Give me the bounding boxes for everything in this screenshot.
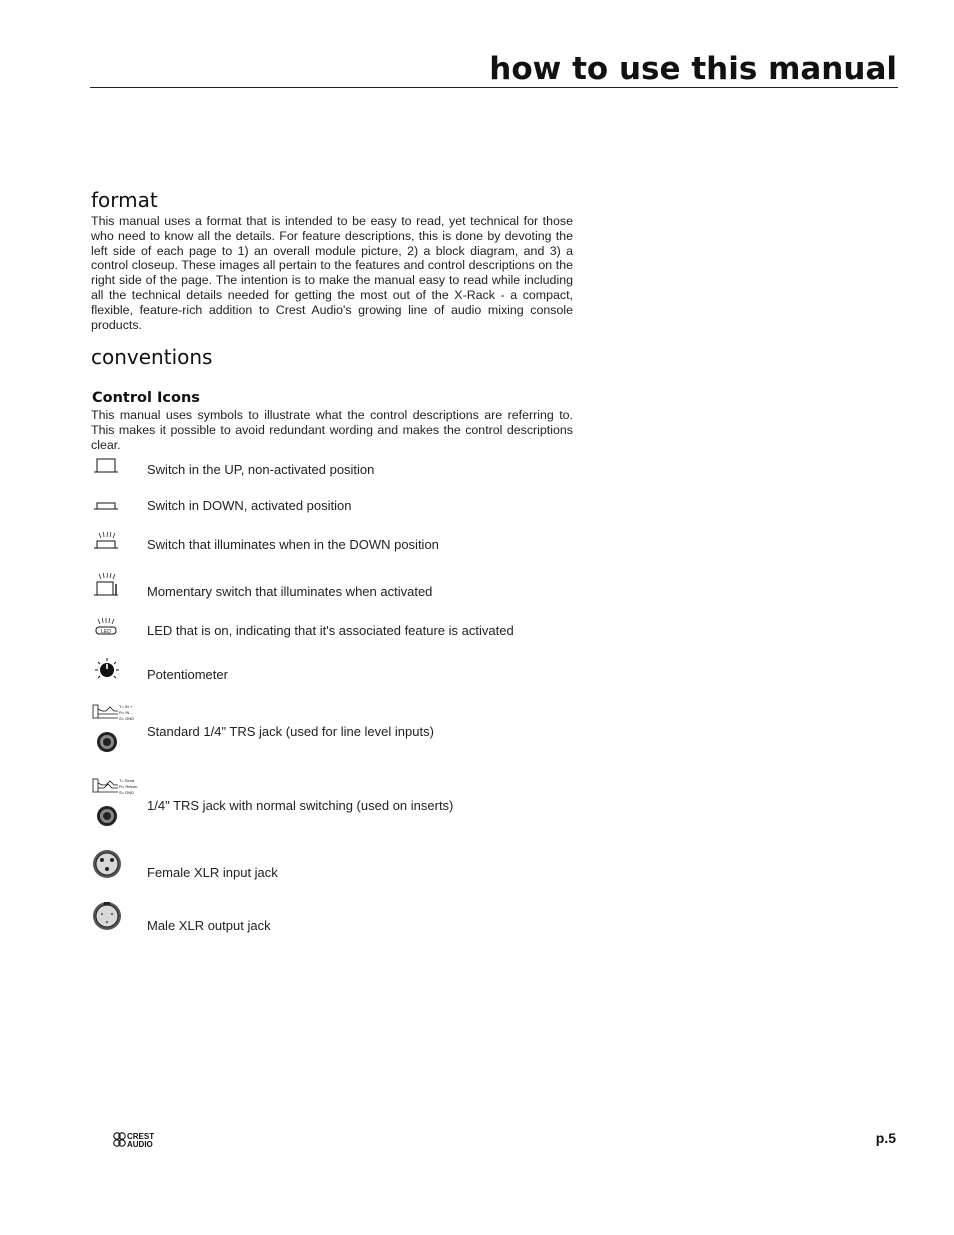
insert-tip-label: T= Send (119, 778, 135, 783)
icon-label: Standard 1/4" TRS jack (used for line level inputs) (147, 724, 434, 739)
icon-label: Switch that illuminates when in the DOWN position (147, 537, 439, 552)
insert-ring-label: R= Return (119, 784, 138, 789)
trs-insert-jack-icon (90, 774, 138, 835)
title-rule (90, 87, 898, 88)
crest-audio-logo (112, 1131, 174, 1154)
icon-label: LED that is on, indicating that it's associated feature is activated (147, 623, 514, 638)
icon-label: Switch in DOWN, activated position (147, 498, 352, 513)
icon-label: Momentary switch that illuminates when activated (147, 584, 433, 599)
switch-down-icon (90, 494, 130, 519)
conventions-paragraph: This manual uses symbols to illustrate what the control descriptions are referring to. This makes it possible to avoid redundant wording and makes the control descriptions clear. (91, 408, 573, 452)
potentiometer-icon (90, 657, 130, 686)
page-title: how to use this manual (489, 51, 897, 87)
momentary-switch-icon (90, 572, 130, 603)
page-number: p.5 (875, 1130, 896, 1146)
icon-label: Male XLR output jack (147, 918, 271, 933)
led-icon (90, 616, 130, 643)
trs-jack-icon (90, 700, 135, 761)
female-xlr-icon (90, 848, 130, 887)
logo-text-top: CREST (127, 1132, 155, 1141)
conventions-heading: conventions (91, 345, 213, 369)
format-heading: format (91, 188, 158, 212)
trs-tip-label: T= IN + (119, 704, 133, 709)
illuminated-switch-icon (90, 530, 130, 557)
male-xlr-icon (90, 900, 130, 939)
format-paragraph: This manual uses a format that is intended to be easy to read, yet technical for those who need to know all the details. For feature descriptions, this is done by devoting the left side of each page to 1) an overall module picture, 2) a block diagram, and 3) a control closeup. These images all pertain to the features and control descriptions on the right side of the page. The intention is to make the manual easy to read while including all the technical details needed for getting the most out of the X-Rack - a compact, flexible, feature-rich addition to Crest Audio's growing line of audio mixing console products. (91, 214, 573, 332)
icon-label: 1/4" TRS jack with normal switching (used on inserts) (147, 798, 454, 813)
switch-up-icon (90, 456, 130, 481)
led-text: LED (101, 629, 111, 635)
trs-sleeve-label: S= GND (119, 716, 135, 721)
icon-label: Potentiometer (147, 667, 228, 682)
trs-ring-label: R= IN - (119, 710, 132, 715)
control-icons-heading: Control Icons (92, 390, 200, 406)
logo-text-bottom: AUDIO (127, 1140, 153, 1149)
icon-label: Switch in the UP, non-activated position (147, 462, 375, 477)
insert-sleeve-label: S= GND (119, 790, 135, 795)
icon-label: Female XLR input jack (147, 865, 278, 880)
